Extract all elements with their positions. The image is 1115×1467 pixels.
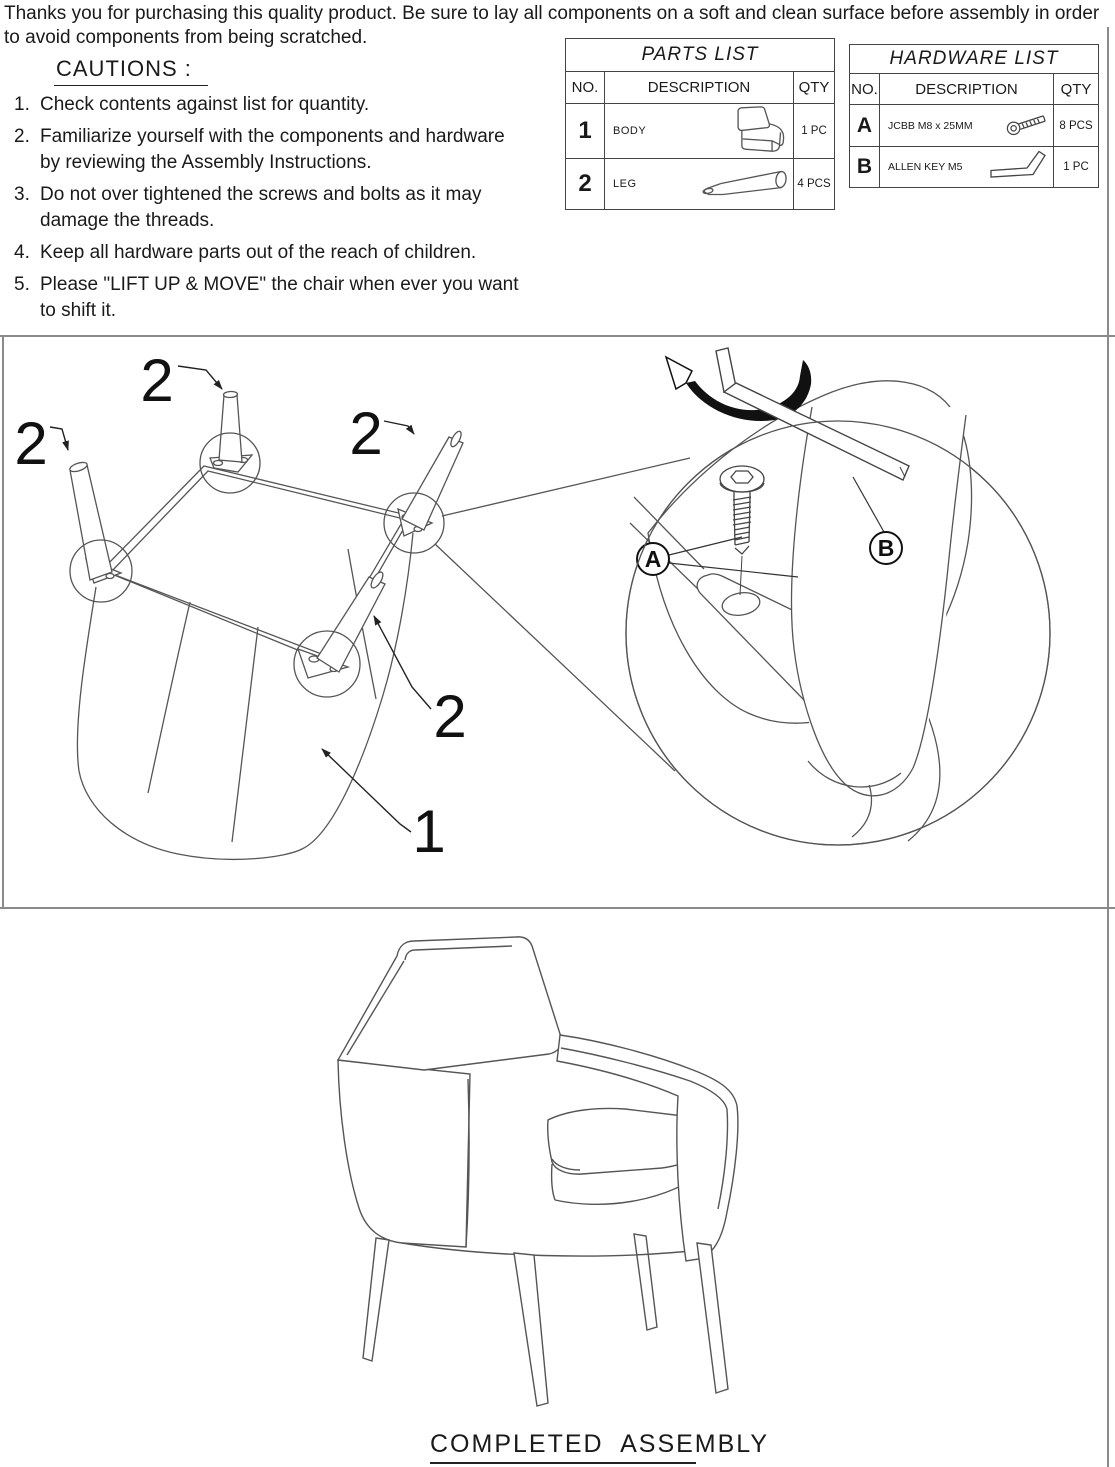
hardware-description-label: JCBB M8 x 25MM — [888, 119, 973, 132]
parts-list-title: PARTS LIST — [641, 44, 759, 65]
hardware-list-table — [849, 44, 1099, 188]
caution-item — [14, 182, 519, 234]
allen-key-icon — [987, 150, 1049, 185]
hardware-description-label: ALLEN KEY M5 — [888, 161, 963, 173]
bolt-icon — [1005, 111, 1049, 140]
completed-assembly-caption: COMPLETED ASSEMBLY — [430, 1430, 696, 1464]
column-header-no: NO. — [566, 71, 604, 103]
part-description-label: LEG — [613, 178, 637, 190]
leg-label: 2 — [349, 400, 383, 467]
caution-number: 1. — [14, 94, 30, 115]
cautions-heading: CAUTIONS : — [54, 56, 208, 86]
parts-list-table — [565, 38, 835, 210]
column-header-qty: QTY — [1053, 73, 1098, 104]
caution-text: Keep all hardware parts out of the reach of children. — [40, 242, 477, 263]
part-number: 1 — [566, 103, 604, 158]
screw-callout-label: A — [644, 546, 662, 572]
intro-text: Thanks you for purchasing this quality product. Be sure to lay all components on a soft and clean surface before assembly in order to avoid components from being scratched. — [4, 3, 1100, 48]
zoom-detail-circle — [626, 348, 1050, 845]
caution-number: 5. — [14, 274, 30, 295]
leg-label: 2 — [14, 410, 48, 477]
armchair-body-icon — [723, 105, 789, 158]
cautions-section — [14, 56, 554, 324]
completed-chair-drawing — [338, 937, 738, 1406]
completed-assembly-diagram — [0, 909, 1115, 1467]
column-header-qty: QTY — [793, 71, 834, 103]
caution-text: Please "LIFT UP & MOVE" the chair when ever you want to shift it. — [40, 274, 519, 321]
column-header-description: DESCRIPTION — [879, 73, 1053, 104]
column-header-description: DESCRIPTION — [604, 71, 793, 103]
caution-item — [14, 124, 519, 176]
hardware-number: A — [850, 104, 879, 146]
assembly-step-diagram — [0, 337, 1115, 907]
leg-mounting-plates — [86, 455, 432, 678]
part-number: 2 — [566, 158, 604, 209]
hardware-qty: 8 PCS — [1053, 104, 1098, 146]
caution-number: 3. — [14, 184, 30, 205]
caution-number: 2. — [14, 126, 30, 147]
zoom-cone-line — [442, 458, 690, 516]
column-header-no: NO. — [850, 73, 879, 104]
caution-text: Check contents against list for quantity. — [40, 94, 370, 115]
leg-label: 2 — [140, 347, 174, 414]
hardware-number: B — [850, 146, 879, 187]
part-description — [604, 158, 793, 209]
caution-item — [14, 240, 519, 266]
part-description — [604, 103, 793, 158]
caution-text: Familiarize yourself with the components and hardware by reviewing the Assembly Instructions. — [40, 126, 505, 173]
part-qty: 4 PCS — [793, 158, 834, 209]
caution-number: 4. — [14, 242, 30, 263]
allen-key-callout-label: B — [877, 535, 895, 561]
hardware-description — [879, 146, 1053, 187]
hardware-list-title: HARDWARE LIST — [889, 48, 1059, 69]
part-description-label: BODY — [613, 125, 647, 137]
part-qty: 1 PC — [793, 103, 834, 158]
leg-label: 2 — [433, 683, 467, 750]
hardware-description — [879, 104, 1053, 146]
caution-item — [14, 272, 519, 324]
body-label: 1 — [412, 798, 446, 865]
chair-leg-icon — [697, 168, 789, 201]
hardware-qty: 1 PC — [1053, 146, 1098, 187]
caution-item — [14, 92, 519, 118]
caution-text: Do not over tightened the screws and bolts as it may damage the threads. — [40, 184, 482, 231]
